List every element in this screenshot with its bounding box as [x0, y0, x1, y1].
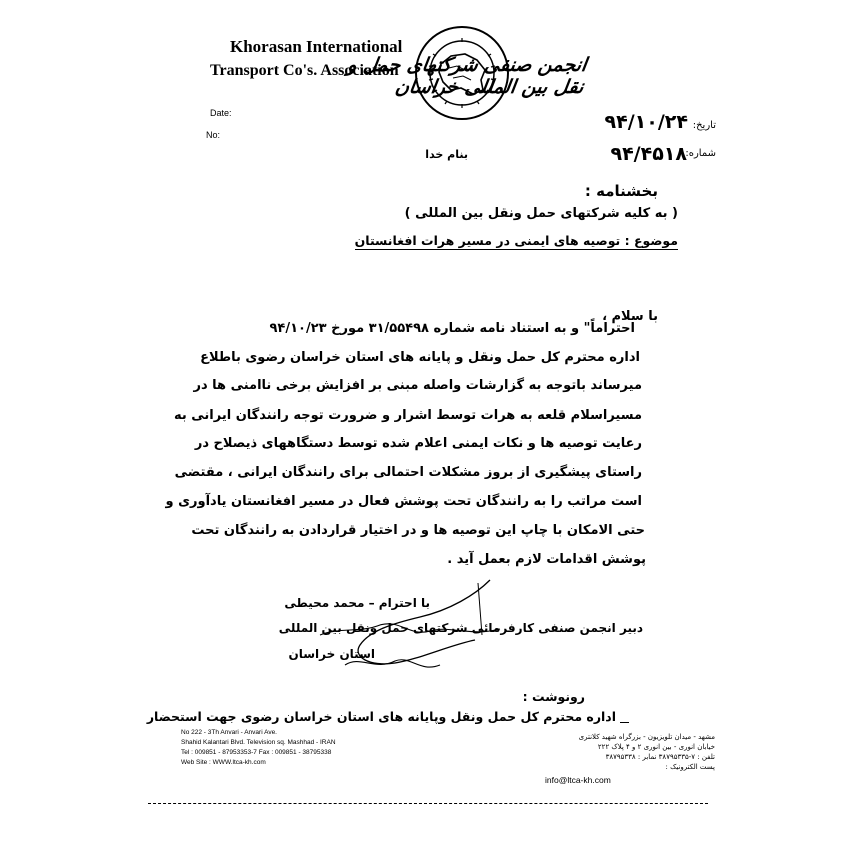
- org-name-en-line1: Khorasan International: [230, 37, 403, 56]
- letter-number-value: ۹۴/۴۵۱۸: [610, 143, 687, 165]
- date-label-fa: تاریخ:: [692, 120, 716, 131]
- footer-en-line: Shahid Kalantari Blvd. Television sq. Mashhad - IRAN: [181, 739, 336, 746]
- handwritten-signature: [300, 575, 530, 680]
- letter-title: بخشنامه :: [584, 182, 658, 200]
- body-line-2: اداره محترم کل حمل ونقل و پایانه های استان خراسان رضوی باطلاع: [200, 350, 640, 365]
- body-line-1: احتراماً" و به استناد نامه شماره ۳۱/۵۵۴۹۸ مورخ ۹۴/۱۰/۲۳: [269, 321, 635, 336]
- closing-line: با احترام – محمد محیطی: [284, 596, 430, 610]
- bismillah: بنام خدا: [425, 148, 468, 161]
- body-line-5: رعایت توصیه ها و نکات ایمنی اعلام شده توسط دستگاههای ذیصلاح در: [194, 436, 642, 451]
- org-name-en-line2: Transport Co's. Association: [210, 62, 399, 79]
- footer-fa-line: خیابان انوری - بین انوری ۲ و ۴ پلاک ۲۲۲: [597, 743, 715, 751]
- letter-recipient: ( به کلیه شرکتهای حمل ونقل بین المللی ): [404, 206, 678, 221]
- no-label-en: No:: [206, 130, 221, 140]
- cc-bullet: [620, 722, 629, 723]
- signer-region: استان خراسان: [288, 647, 375, 661]
- body-line-4: مسیراسلام قلعه به هرات توسط اشرار و ضرورت توجه رانندگان ایرانی به: [173, 408, 642, 423]
- footer-email: info@ltca-kh.com: [545, 775, 611, 785]
- body-line-7: است مراتب را به رانندگان تحت پوشش فعال در مسیر افغانستان یادآوری و: [165, 494, 642, 509]
- footer-divider: [148, 803, 708, 804]
- body-line-9: پوشش اقدامات لازم بعمل آید .: [447, 552, 646, 567]
- footer-fa-line: پست الکترونیک :: [665, 763, 715, 771]
- date-value: ۹۴/۱۰/۲۴: [604, 111, 688, 133]
- cc-label: رونوشت :: [522, 689, 585, 704]
- org-name-fa: انجمن صنفی شرکتهای حمل و نقل بین المللی خراسان: [346, 54, 589, 98]
- date-label-en: Date:: [210, 108, 232, 118]
- footer-fa-line: تلفن : ۷-۳۸۷۹۵۳۳۵ نمابر : ۳۸۷۹۵۳۳۸: [605, 753, 715, 761]
- footer-en-line: Tel : 009851 - 87953353-7 Fax : 009851 - 38795338: [181, 749, 332, 756]
- body-line-3: میرساند باتوجه به گزارشات واصله مبنی بر افزایش برخی ناامنی ها در: [193, 378, 642, 393]
- signer-title: دبیر انجمن صنفی کارفرمائی شرکتهای حمل ونقل بین المللی: [278, 621, 643, 635]
- footer-address-en: [181, 728, 336, 768]
- body-line-6: راستای پیشگیری از بروز مشکلات احتمالی برای رانندگان ایرانی ، مقتضی: [174, 465, 642, 480]
- cc-line: اداره محترم کل حمل ونقل وپایانه های استان خراسان رضوی جهت استحضار: [146, 709, 616, 724]
- greeting: با سلام ،: [602, 309, 658, 324]
- footer-en-line: Web Site : WWW.ltca-kh.com: [181, 759, 266, 766]
- letter-subject: موضوع : توصیه های ایمنی در مسیر هرات افغانستان: [354, 233, 678, 248]
- body-line-8: حتی الامکان با چاپ این توصیه ها و در اختیار قراردادن به رانندگان تحت: [191, 523, 645, 538]
- no-label-fa: شماره:: [685, 148, 716, 159]
- footer-fa-line: مشهد - میدان تلویزیون - بزرگراه شهید کلانتری: [578, 733, 715, 741]
- footer-en-line: No 222 - 3Th Anvari - Anvari Ave.: [181, 729, 277, 736]
- footer-address-fa: [535, 732, 715, 772]
